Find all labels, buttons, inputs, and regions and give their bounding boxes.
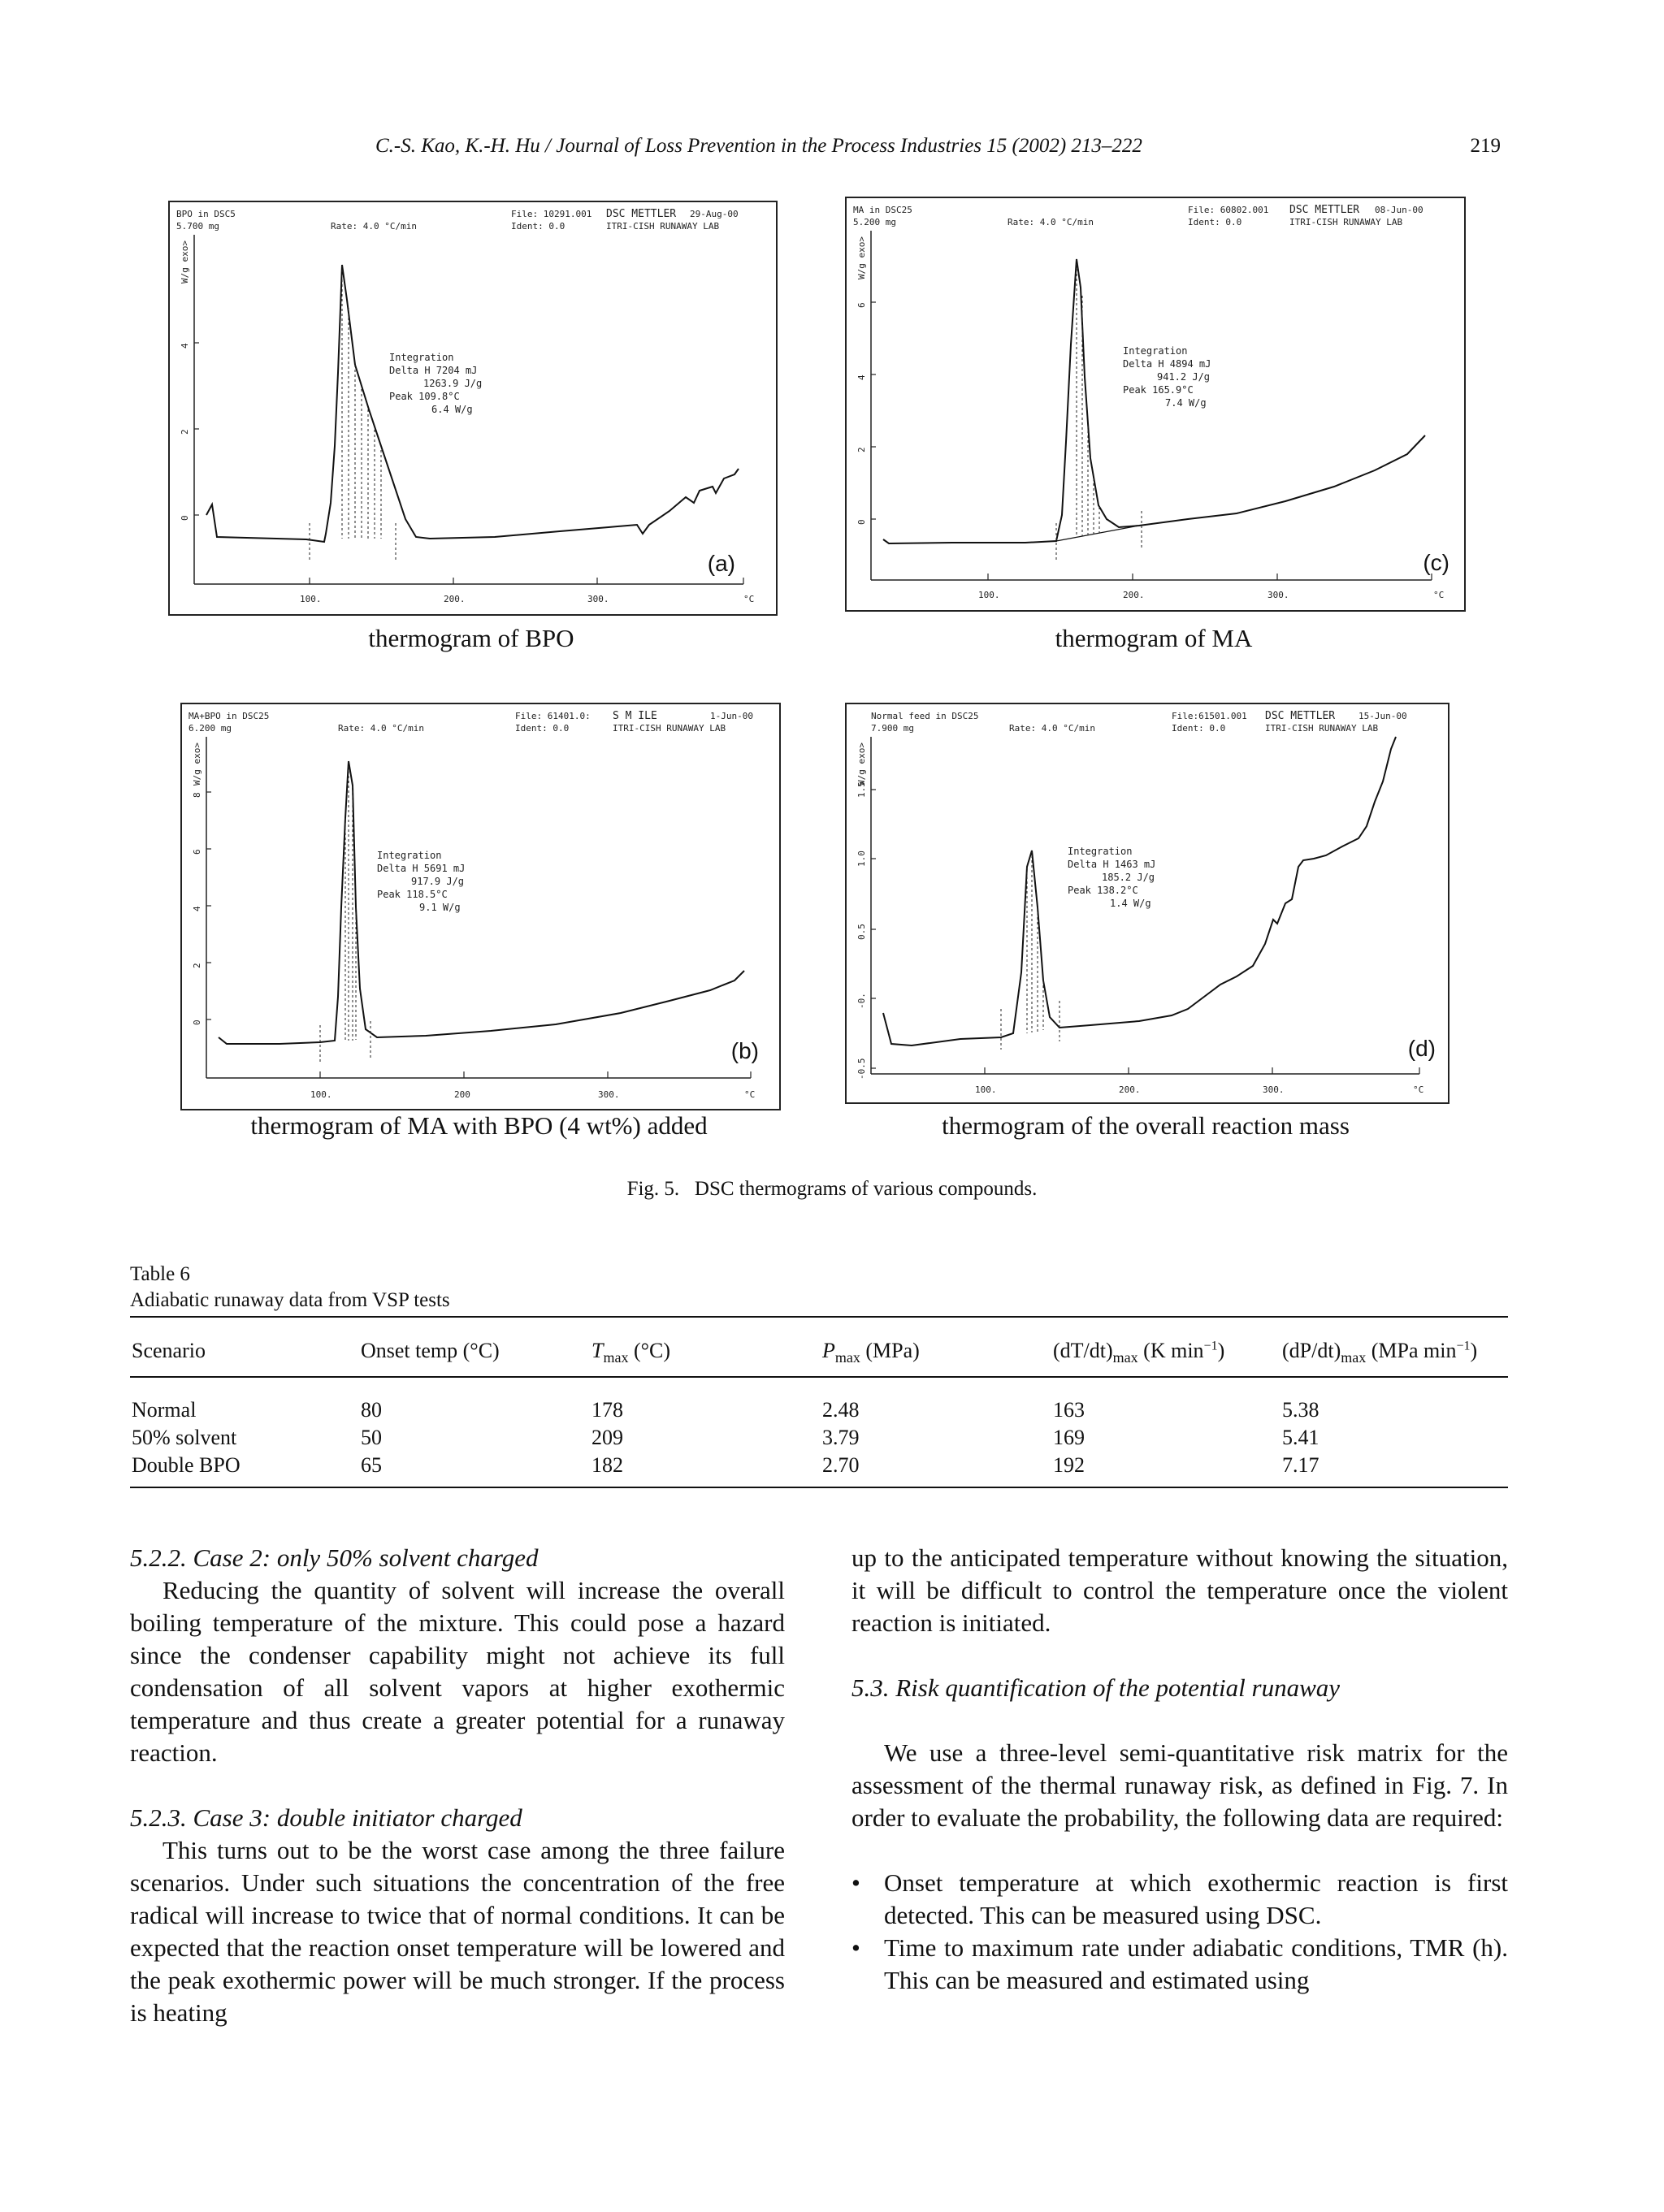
panel-d-ytick-05: 0.5 — [856, 924, 867, 940]
table-cell: 178 — [592, 1398, 623, 1422]
panel-b-mass: 6.200 mg — [188, 723, 232, 734]
table-header-dpdt-sub: max — [1341, 1349, 1367, 1366]
panel-a-ident: Ident: 0.0 — [511, 221, 566, 232]
panel-c-mass: 5.200 mg — [853, 217, 896, 227]
required-data-list — [852, 1867, 1508, 1997]
panel-a-lab: ITRI-CISH RUNAWAY LAB — [606, 221, 720, 232]
body-right-column — [852, 1542, 1508, 1997]
panel-b-sample: MA+BPO in DSC25 — [188, 711, 270, 721]
thermogram-panel-c — [845, 197, 1466, 612]
panel-a-sample: BPO in DSC5 — [176, 209, 236, 219]
panel-a-date: 29-Aug-00 — [690, 209, 739, 219]
panel-b-xtick-200: 200 — [454, 1089, 470, 1100]
panel-c-ytick-0: 0 — [856, 519, 867, 525]
thermogram-plot-b — [182, 704, 779, 1109]
table-header-dtdt-sub: max — [1112, 1349, 1138, 1366]
panel-c-x-unit: °C — [1433, 590, 1445, 600]
table-cell: 2.48 — [822, 1398, 860, 1422]
table-header-dpdt — [1282, 1339, 1477, 1366]
panel-d-ytick-neg05: -0.5 — [856, 1058, 867, 1080]
panel-b-ytick-6: 6 — [192, 849, 202, 855]
table-header-onset: Onset temp (°C) — [361, 1339, 500, 1362]
table-cell: 2.70 — [822, 1453, 860, 1477]
panel-b-instrument: S M ILE — [613, 710, 657, 722]
panel-a-peak-power: 6.4 W/g — [431, 404, 473, 415]
table-header-dtdt — [1053, 1339, 1224, 1366]
table-header-tmax-unit: (°C) — [628, 1339, 671, 1362]
panel-d-ytick-10: 1.0 — [856, 851, 867, 867]
panel-c-ytick-2: 2 — [856, 447, 867, 452]
panel-d-xtick-300: 300. — [1263, 1084, 1285, 1095]
panel-b-integration-title: Integration — [377, 850, 442, 861]
table-header-dpdt-symbol: (dP/dt) — [1282, 1339, 1341, 1362]
panel-d-dsc-curve — [883, 737, 1396, 1045]
table-header-tmax-sub: max — [603, 1349, 629, 1366]
panel-c-peak-power: 7.4 W/g — [1165, 397, 1207, 409]
paragraph-risk-matrix: We use a three-level semi-quantitative risk matrix for the assessment of the thermal runaway risk, as defined in Fig. 7. In order to evaluate the probability, the following data are required: — [852, 1738, 1508, 1832]
table-header-dtdt-symbol: (dT/dt) — [1053, 1339, 1113, 1362]
panel-d-y-axis-title: W/g exo> — [856, 742, 867, 786]
table-header-tmax-symbol: T — [592, 1339, 604, 1362]
panel-a-xtick-300: 300. — [587, 594, 609, 604]
table-cell: 50 — [361, 1426, 382, 1449]
panel-c-sample: MA in DSC25 — [853, 205, 912, 215]
table-bottom-rule — [130, 1487, 1508, 1488]
table-header-tmax — [592, 1339, 670, 1366]
panel-c-integration-title: Integration — [1123, 345, 1188, 357]
panel-b-delta-h: Delta H 5691 mJ — [377, 863, 466, 874]
panel-a-x-unit: °C — [743, 594, 755, 604]
panel-d-instrument: DSC METTLER — [1265, 710, 1336, 722]
panel-b-y-axis-title: W/g exo> — [192, 742, 202, 786]
panel-d-xtick-200: 200. — [1119, 1084, 1141, 1095]
list-item-text: Time to maximum rate under adiabatic conditions, TMR (h). This can be measured and estimated using — [884, 1933, 1508, 1994]
panel-d-delta-h: Delta H 1463 mJ — [1068, 859, 1156, 870]
panel-d-ytick-0: -0. — [856, 993, 867, 1009]
table-header-dpdt-exp: −1 — [1456, 1339, 1471, 1353]
section-heading-5-3: 5.3. Risk quantification of the potential runaway — [852, 1673, 1341, 1702]
panel-d-ident: Ident: 0.0 — [1172, 723, 1226, 734]
panel-b-date: 1-Jun-00 — [710, 711, 753, 721]
table-header-pmax-sub: max — [834, 1349, 860, 1366]
running-head-citation: C.-S. Kao, K.-H. Hu / Journal of Loss Prevention in the Process Industries 15 (2002) 213–222 — [375, 135, 1142, 157]
table-cell: 163 — [1053, 1398, 1085, 1422]
table-cell: 7.17 — [1282, 1453, 1320, 1477]
table-cell: 209 — [592, 1426, 623, 1449]
panel-b-ytick-8: 8 — [192, 792, 202, 798]
panel-b-ytick-2: 2 — [192, 963, 202, 968]
panel-a-xtick-100: 100. — [300, 594, 322, 604]
panel-c-xtick-300: 300. — [1268, 590, 1289, 600]
panel-c-date: 08-Jun-00 — [1375, 205, 1424, 215]
table-cell: 5.38 — [1282, 1398, 1320, 1422]
panel-d-rate: Rate: 4.0 °C/min — [1009, 723, 1095, 734]
panel-c-xtick-100: 100. — [978, 590, 1000, 600]
panel-b-caption: thermogram of MA with BPO (4 wt%) added — [250, 1111, 708, 1140]
panel-b-dsc-curve — [219, 761, 744, 1044]
table-header-scenario: Scenario — [132, 1339, 206, 1362]
table-header-dtdt-unit: (K min — [1138, 1339, 1204, 1362]
panel-a-mass: 5.700 mg — [176, 221, 219, 232]
bullet-marker: • — [852, 1933, 860, 1962]
panel-c-ytick-4: 4 — [856, 374, 867, 380]
panel-b-lab: ITRI-CISH RUNAWAY LAB — [613, 723, 726, 734]
table-cell: 169 — [1053, 1426, 1085, 1449]
table-cell: 192 — [1053, 1453, 1085, 1477]
panel-b-file: File: 61401.0: — [515, 711, 591, 721]
panel-b-xtick-100: 100. — [310, 1089, 332, 1100]
panel-d-xtick-100: 100. — [975, 1084, 997, 1095]
panel-b-ytick-4: 4 — [192, 906, 202, 911]
panel-b-ident: Ident: 0.0 — [515, 723, 570, 734]
table-cell: Double BPO — [132, 1453, 240, 1477]
table-header-dpdt-unit: (MPa min — [1366, 1339, 1457, 1362]
panel-c-delta-h-specific: 941.2 J/g — [1157, 371, 1211, 383]
panel-d-x-unit: °C — [1413, 1084, 1424, 1095]
panel-a-integration-title: Integration — [389, 352, 454, 363]
table-cell: 65 — [361, 1453, 382, 1477]
table-header-dtdt-exp: −1 — [1203, 1339, 1218, 1353]
panel-c-baseline — [1056, 526, 1139, 541]
list-item-text: Onset temperature at which exothermic reaction is first detected. This can be measured using DSC. — [884, 1868, 1508, 1929]
panel-c-y-axis-title: W/g exo> — [856, 236, 867, 279]
table-cell: 5.41 — [1282, 1426, 1320, 1449]
panel-a-ytick-0: 0 — [180, 515, 190, 521]
table-cell: 50% solvent — [132, 1426, 237, 1449]
panel-a-caption: thermogram of BPO — [368, 624, 574, 652]
panel-c-xtick-200: 200. — [1123, 590, 1145, 600]
panel-c-file: File: 60802.001 — [1188, 205, 1269, 215]
panel-a-y-axis-title: W/g exo> — [180, 240, 190, 284]
paragraph-case-2: Reducing the quantity of solvent will increase the overall boiling temperature of the mixture. This could pose a hazard since the condenser capability might not achieve its full condensation of all solvent vapors at higher exothermic temperature and thus create a greater potential for a runaway reaction. — [130, 1576, 785, 1767]
panel-a-instrument: DSC METTLER — [606, 208, 677, 220]
panel-d-caption: thermogram of the overall reaction mass — [942, 1111, 1350, 1140]
thermogram-panel-d — [845, 703, 1450, 1104]
panel-d-peak-temp: Peak 138.2°C — [1068, 885, 1138, 896]
panel-d-mass: 7.900 mg — [871, 723, 914, 734]
panel-a-delta-h-specific: 1263.9 J/g — [423, 378, 483, 389]
panel-a-ytick-2: 2 — [180, 429, 190, 435]
table-6 — [130, 1316, 1508, 1495]
panel-b-peak-temp: Peak 118.5°C — [377, 889, 448, 900]
panel-d-delta-h-specific: 185.2 J/g — [1102, 872, 1155, 883]
panel-d-ytick-15: 1.5 — [856, 781, 867, 798]
thermogram-plot-c — [847, 198, 1464, 610]
panel-d-integration-title: Integration — [1068, 846, 1133, 857]
table-cell: Normal — [132, 1398, 197, 1422]
figure-caption: Fig. 5. DSC thermograms of various compounds. — [626, 1178, 1038, 1200]
panel-a-ytick-4: 4 — [180, 343, 190, 348]
bullet-marker: • — [852, 1868, 860, 1897]
panel-c-delta-h: Delta H 4894 mJ — [1123, 358, 1211, 370]
panel-d-peak-power: 1.4 W/g — [1110, 898, 1151, 909]
table-cell: 3.79 — [822, 1426, 860, 1449]
panel-a-rate: Rate: 4.0 °C/min — [331, 221, 417, 232]
table-caption: Adiabatic runaway data from VSP tests — [130, 1289, 450, 1311]
thermogram-plot-a — [170, 202, 776, 614]
panel-a-delta-h: Delta H 7204 mJ — [389, 365, 478, 376]
section-heading-5-2-2: 5.2.2. Case 2: only 50% solvent charged — [130, 1543, 539, 1572]
panel-c-caption: thermogram of MA — [1055, 624, 1253, 652]
table-cell: 80 — [361, 1398, 382, 1422]
panel-d-sample: Normal feed in DSC25 — [871, 711, 979, 721]
panel-b-rate: Rate: 4.0 °C/min — [338, 723, 424, 734]
table-header-dpdt-close: ) — [1470, 1339, 1478, 1362]
page-number: 219 — [1470, 135, 1501, 157]
panel-d-file: File:61501.001 — [1172, 711, 1247, 721]
thermogram-plot-d — [847, 704, 1448, 1102]
thermogram-panel-a — [168, 201, 778, 616]
panel-b-label: (b) — [730, 1038, 759, 1063]
panel-c-lab: ITRI-CISH RUNAWAY LAB — [1289, 217, 1403, 227]
panel-a-file: File: 10291.001 — [511, 209, 592, 219]
panel-c-ytick-6: 6 — [856, 302, 867, 308]
panel-d-label: (d) — [1407, 1036, 1436, 1061]
table-label: Table 6 — [130, 1263, 190, 1285]
table-top-rule — [130, 1316, 1508, 1318]
body-left-column — [130, 1542, 785, 2029]
table-title-block — [130, 1262, 450, 1314]
table-header-pmax-symbol: P — [822, 1339, 835, 1362]
thermogram-panel-b — [180, 703, 781, 1110]
paragraph-case-3: This turns out to be the worst case among the three failure scenarios. Under such situations the concentration of the free radical will increase to twice that of normal conditions. It can be expected that the reaction onset temperature will be lowered and the peak exothermic power will be much stronger. If the process is heating — [130, 1836, 785, 2027]
panel-b-delta-h-specific: 917.9 J/g — [411, 876, 465, 887]
panel-a-xtick-200: 200. — [444, 594, 466, 604]
panel-c-peak-temp: Peak 165.9°C — [1123, 384, 1194, 396]
list-item — [852, 1932, 1508, 1997]
list-item — [852, 1867, 1508, 1932]
running-head — [0, 135, 1664, 167]
panel-d-lab: ITRI-CISH RUNAWAY LAB — [1265, 723, 1379, 734]
panel-c-label: (c) — [1423, 550, 1450, 575]
section-heading-5-2-3: 5.2.3. Case 3: double initiator charged — [130, 1803, 522, 1832]
panel-b-peak-power: 9.1 W/g — [419, 902, 461, 913]
table-header-pmax-unit: (MPa) — [860, 1339, 920, 1362]
table-header-rule — [130, 1376, 1508, 1378]
panel-b-ytick-0: 0 — [192, 1019, 202, 1025]
panel-b-xtick-300: 300. — [598, 1089, 620, 1100]
panel-c-instrument: DSC METTLER — [1289, 204, 1360, 216]
paragraph-continuation: up to the anticipated temperature without knowing the situation, it will be difficult to control the temperature once the violent reaction is initiated. — [852, 1543, 1508, 1637]
panel-a-peak-temp: Peak 109.8°C — [389, 391, 460, 402]
panel-b-x-unit: °C — [744, 1089, 756, 1100]
table-header-dtdt-close: ) — [1217, 1339, 1225, 1362]
panel-d-date: 15-Jun-00 — [1358, 711, 1407, 721]
table-header-pmax — [822, 1339, 920, 1366]
table-cell: 182 — [592, 1453, 623, 1477]
panel-c-dsc-curve — [883, 259, 1425, 543]
panel-c-rate: Rate: 4.0 °C/min — [1008, 217, 1094, 227]
panel-a-label: (a) — [707, 551, 735, 576]
panel-c-ident: Ident: 0.0 — [1188, 217, 1242, 227]
